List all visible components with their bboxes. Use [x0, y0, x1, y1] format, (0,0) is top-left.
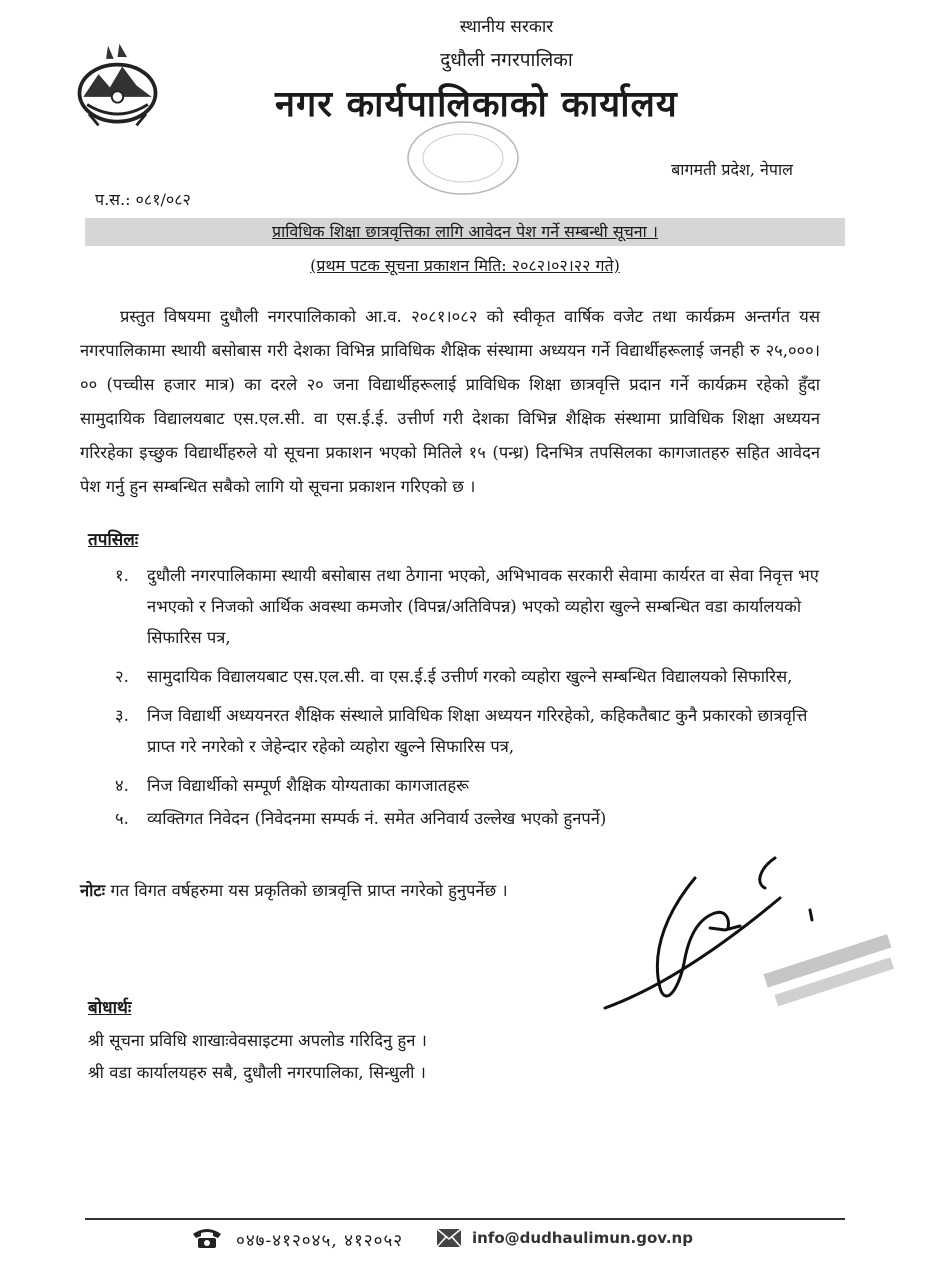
required-documents-list	[115, 560, 820, 842]
office-seal-icon	[398, 118, 528, 198]
tapasil-heading: तपसिलः	[88, 530, 139, 550]
header-municipality: दुधौली नगरपालिका	[440, 49, 573, 71]
list-item-number: २.	[115, 667, 129, 686]
list-item-number: ५.	[115, 809, 129, 828]
note-text: गत विगत वर्षहरुमा यस प्रकृतिको छात्रवृत्ति प्राप्त नगरेको हुनुपर्नेछ ।	[110, 881, 508, 900]
notice-body: प्रस्तुत विषयमा दुधौली नगरपालिकाको आ.व. २०८१।०८२ को स्वीकृत वार्षिक वजेट तथा कार्यक्रम अन्तर्गत यस नगरपालिकामा स्थायी बसोबास गरी देशका विभिन्न प्राविधिक शैक्षिक संस्थामा अध्ययन गर्ने विद्यार्थीहरूलाई जनही रु २५,०००।०० (पच्चीस हजार मात्र) का दरले २० जना विद्यार्थीहरूलाई प्राविधिक शिक्षा छात्रवृत्ति प्रदान गर्ने कार्यक्रम रहेको हुँदा सामुदायिक विद्यालयबाट एस.एल.सी. वा एस.ई.ई. उत्तीर्ण गरी देशका विभिन्न शैक्षिक संस्थामा प्राविधिक शिक्षा अध्ययन गरिरहेका इच्छुक विद्यार्थीहरुले यो सूचना प्रकाशन भएको मितिले १५ (पन्ध्र) दिनभित्र तपसिलका कागजातहरु सहित आवेदन पेश गर्नु हुन सम्बन्धित सबैको लागि यो सूचना प्रकाशन गरिएको छ ।	[80, 307, 820, 496]
province-address: बागमती प्रदेश, नेपाल	[671, 160, 793, 179]
list-item	[115, 803, 820, 834]
list-item-text: व्यक्तिगत निवेदन (निवेदनमा सम्पर्क नं. समेत अनिवार्य उल्लेख भएको हुनपर्ने)	[147, 809, 607, 828]
reference-number: प.स.: ०८१/०८२	[95, 190, 191, 209]
list-item-number: १.	[115, 566, 129, 585]
list-item-text: दुधौली नगरपालिकामा स्थायी बसोबास तथा ठेगाना भएको, अभिभावक सरकारी सेवामा कार्यरत वा सेवा निवृत्त भए नभएको र निजको आर्थिक अवस्था कमजोर (विपन्न/अतिविपन्न) भएको व्यहोरा खुल्ने सम्बन्धित वडा कार्यालयको सिफारिस पत्र,	[147, 566, 819, 647]
list-item-text: निज विद्यार्थीको सम्पूर्ण शैक्षिक योग्यताका कागजातहरू	[147, 776, 469, 795]
header-local-government: स्थानीय सरकार	[459, 17, 554, 37]
list-item-number: ३.	[115, 706, 129, 725]
official-stamp-icon	[758, 928, 908, 1028]
list-item-text: निज विद्यार्थी अध्ययनरत शैक्षिक संस्थाले प्राविधिक शिक्षा अध्ययन गरिरहेको, कहिकतैबाट कुनै प्रकारको छात्रवृत्ति प्राप्त गरे नगरेको र जेहेन्दार रहेको व्यहोरा खुल्ने सिफारिस पत्र,	[147, 706, 808, 756]
bodhartha-line: श्री सूचना प्रविधि शाखाःवेवसाइटमा अपलोड गरिदिनु हुन ।	[88, 1031, 427, 1050]
bodhartha-heading: बोधार्थः	[88, 998, 132, 1018]
list-item	[115, 661, 820, 692]
bodhartha-line: श्री वडा कार्यालयहरु सबै, दुधौली नगरपालिका, सिन्धुली ।	[88, 1063, 426, 1082]
note-line	[80, 878, 508, 901]
telephone-icon	[190, 1226, 224, 1250]
list-item-number: ४.	[115, 776, 129, 795]
list-item	[115, 560, 820, 653]
footer-divider	[85, 1218, 845, 1220]
notice-title: प्राविधिक शिक्षा छात्रवृत्तिका लागि आवेदन पेश गर्ने सम्बन्धी सूचना ।	[272, 222, 658, 241]
list-item	[115, 700, 820, 762]
header-office-title: नगर कार्यपालिकाको कार्यालय	[275, 83, 678, 125]
list-item	[115, 770, 820, 801]
list-item-text: सामुदायिक विद्यालयबाट एस.एल.सी. वा एस.ई.ई उत्तीर्ण गरको व्यहोरा खुल्ने सम्बन्धित विद्यालयको सिफारिस,	[147, 667, 793, 686]
notice-publication-date: (प्रथम पटक सूचना प्रकाशन मिति: २०८२।०२।२२ गते)	[310, 256, 620, 275]
footer-phone: ०४७-४१२०४५, ४१२०५२	[236, 1231, 404, 1251]
note-label: नोटः	[80, 881, 106, 900]
footer-email: info@dudhaulimun.gov.np	[472, 1229, 693, 1247]
envelope-icon	[436, 1228, 462, 1248]
